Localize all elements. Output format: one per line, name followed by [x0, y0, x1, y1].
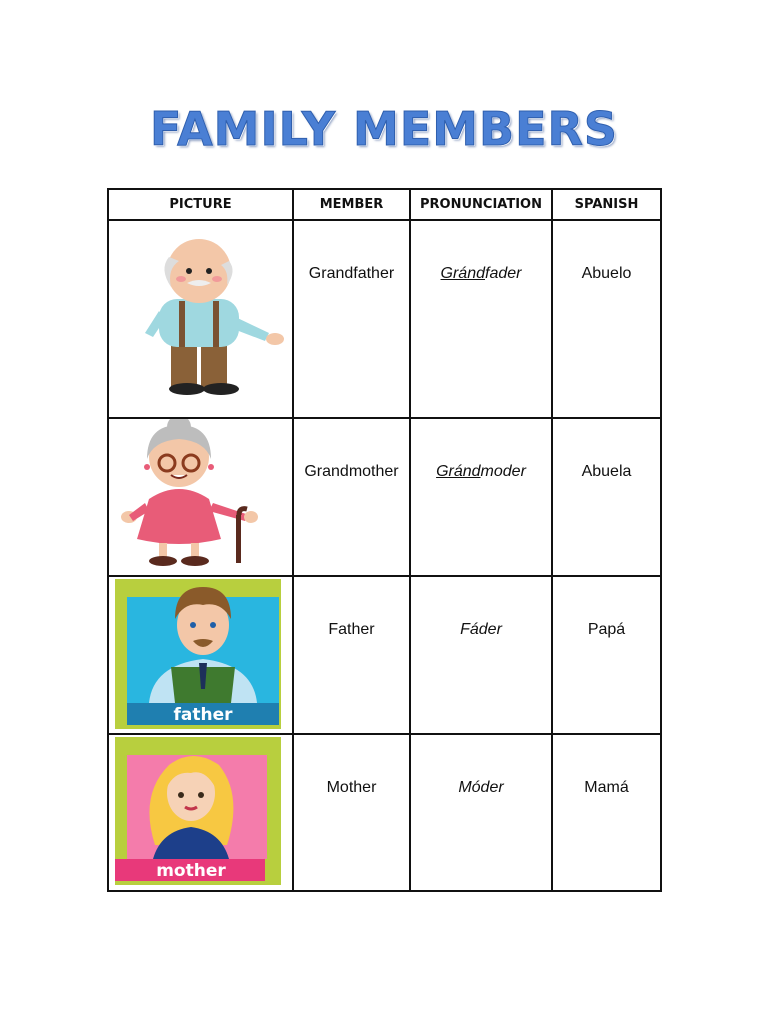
pronunciation-text [411, 577, 551, 639]
spanish-cell [552, 734, 661, 891]
grandfather-illustration [109, 221, 292, 415]
pronunciation-text [411, 735, 551, 797]
pronunciation-cell [410, 418, 552, 576]
header-picture: PICTURE [108, 189, 293, 220]
spanish-word: Papá [587, 621, 626, 638]
mother-illustration [109, 735, 292, 888]
pronunciation-cell [410, 734, 552, 891]
pronunciation-cell [410, 576, 552, 734]
pronunciation-cell [410, 220, 552, 418]
table-row [108, 576, 661, 734]
spanish-cell [552, 220, 661, 418]
picture-cell [108, 418, 293, 576]
member-name: Father [328, 621, 375, 638]
mother-label: mother [156, 861, 226, 881]
father-illustration [109, 577, 292, 731]
table-row [108, 220, 661, 418]
pronunciation-rest: fader [485, 265, 522, 282]
father-label: father [173, 705, 233, 725]
spanish-word: Abuela [581, 463, 632, 480]
header-member: MEMBER [293, 189, 410, 220]
pronunciation-text [411, 221, 551, 283]
spanish-word: Abuelo [581, 265, 632, 282]
member-cell [293, 418, 410, 576]
pronunciation-stressed: Gránd [440, 265, 485, 282]
member-cell [293, 576, 410, 734]
member-cell [293, 220, 410, 418]
picture-cell [108, 576, 293, 734]
grandmother-illustration [109, 419, 292, 573]
pronunciation-rest: Móder [458, 779, 504, 796]
picture-cell [108, 220, 293, 418]
picture-cell [108, 734, 293, 891]
member-cell [293, 734, 410, 891]
pronunciation-stressed: Gránd [436, 463, 481, 480]
page-title: FAMILY MEMBERS [149, 102, 619, 156]
member-name: Grandfather [308, 265, 395, 282]
spanish-cell [552, 576, 661, 734]
table-header-row [108, 189, 661, 220]
pronunciation-rest: moder [480, 463, 526, 480]
family-members-table [107, 188, 662, 892]
member-name: Mother [326, 779, 377, 796]
table-row [108, 734, 661, 891]
header-spanish: SPANISH [552, 189, 661, 220]
spanish-word: Mamá [584, 779, 629, 796]
table-row [108, 418, 661, 576]
spanish-cell [552, 418, 661, 576]
pronunciation-rest: Fáder [460, 621, 502, 638]
member-name: Grandmother [304, 463, 399, 480]
header-pronunciation: PRONUNCIATION [410, 189, 552, 220]
pronunciation-text [411, 419, 551, 481]
